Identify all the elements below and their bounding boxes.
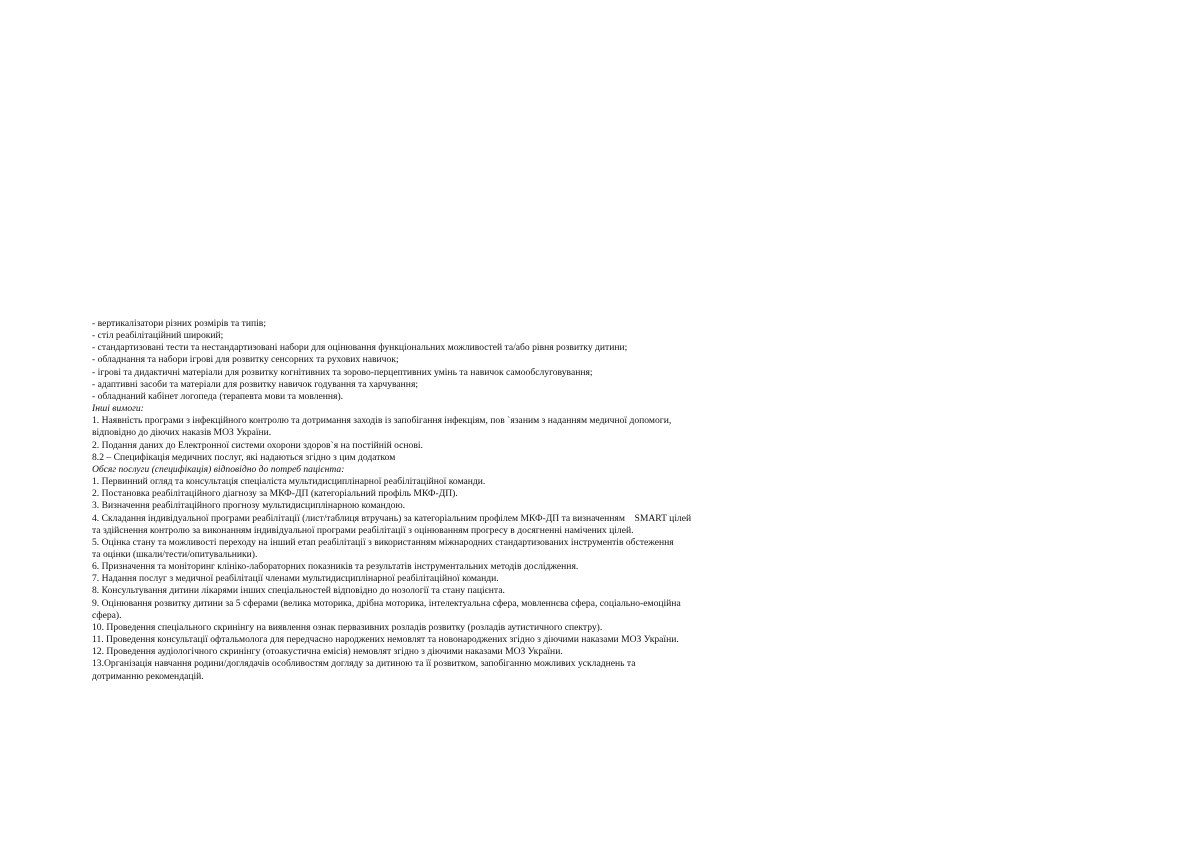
- specification-item: дотриманню рекомендацій.: [92, 670, 204, 682]
- other-requirements-item: 1. Наявність програми з інфекційного контролю та дотримання заходів із запобігання інфекціям, пов `язаним з наданням медичної допомоги,: [92, 415, 672, 427]
- document-text-block: [92, 318, 792, 683]
- equipment-list-item: - стіл реабілітаційний широкий;: [92, 330, 224, 342]
- specification-item: 12. Проведення аудіологічного скринінгу (отоакустична емісія) немовлят згідно з діючими наказами МОЗ України.: [92, 646, 563, 658]
- specification-item: 13.Організація навчання родини/доглядачів особливостям догляду за дитиною та її розвитком, запобіганню можливих ускладнень та: [92, 658, 636, 670]
- specification-item: 1. Первинний огляд та консультація спеціаліста мультидисциплінарної реабілітаційної команди.: [92, 476, 486, 488]
- specification-item: сфера).: [92, 609, 122, 621]
- specification-item: 4. Складання індивідуальної програми реабілітації (лист/таблиця втручань) за категоріальним профілем МКФ-ДП та визначенням SMART цілей: [92, 512, 692, 524]
- specification-item: 8. Консультування дитини лікарями інших спеціальностей відповідно до нозології та стану пацієнта.: [92, 585, 505, 597]
- specification-item: 6. Призначення та моніторинг клініко-лабораторних показників та результатів інструментальних методів дослідження.: [92, 561, 579, 573]
- specification-item: та оцінки (шкали/тести/опитувальники).: [92, 548, 258, 560]
- specification-item: 3. Визначення реабілітаційного прогнозу мультидисциплінарною командою.: [92, 500, 406, 512]
- specification-item: 10. Проведення спеціального скринінгу на виявлення ознак первазивних розладів розвитку (розладів аутистичного спектру).: [92, 621, 603, 633]
- specification-title: 8.2 – Специфікація медичних послуг, які надаються згідно з цим додатком: [92, 451, 396, 463]
- equipment-list-item: - вертикалізатори різних розмірів та типів;: [92, 318, 267, 329]
- equipment-list-item: - обладнаний кабінет логопеда (терапевта мови та мовлення).: [92, 390, 344, 402]
- equipment-list-item: - обладнання та набори ігрові для розвитку сенсорних та рухових навичок;: [92, 354, 399, 366]
- other-requirements-item: 2. Подання даних до Електронної системи охорони здоров`я на постійній основі.: [92, 439, 423, 451]
- specification-item: 2. Постановка реабілітаційного діагнозу за МКФ-ДП (категоріальний профіль МКФ-ДП).: [92, 488, 458, 500]
- other-requirements-item: відповідно до діючих наказів МОЗ України.: [92, 427, 272, 439]
- specification-item: 11. Проведення консультації офтальмолога для передчасно народжених немовлят та новонароджених згідно з діючими наказами МОЗ України.: [92, 634, 679, 646]
- equipment-list-item: - адаптивні засоби та матеріали для розвитку навичок годування та харчування;: [92, 378, 419, 390]
- specification-heading: Обсяг послуги (специфікація) відповідно до потреб пацієнта:: [92, 463, 345, 475]
- other-requirements-heading: Інші вимоги:: [92, 403, 144, 415]
- specification-item: 7. Надання послуг з медичної реабілітації членами мультидисциплінарної реабілітаційної команди.: [92, 573, 499, 585]
- specification-item: 5. Оцінка стану та можливості переходу на інший етап реабілітації з використанням міжнародних стандартизованих інструментів обстеження: [92, 536, 674, 548]
- equipment-list-item: - стандартизовані тести та нестандартизовані набори для оцінювання функціональних можливостей та/або рівня розвитку дитини;: [92, 342, 628, 354]
- specification-item: та здійснення контролю за виконанням індивідуальної програми реабілітації з оцінюванням прогресу в досягненні намічених цілей.: [92, 524, 634, 536]
- specification-item: 9. Оцінювання розвитку дитини за 5 сферами (велика моторика, дрібна моторика, інтелектуальна сфера, мовленнєва сфера, соціально-емоційна: [92, 597, 681, 609]
- equipment-list-item: - ігрові та дидактичні матеріали для розвитку когнітивних та зорово-перцептивних умінь та навичок самообслуговування;: [92, 366, 593, 378]
